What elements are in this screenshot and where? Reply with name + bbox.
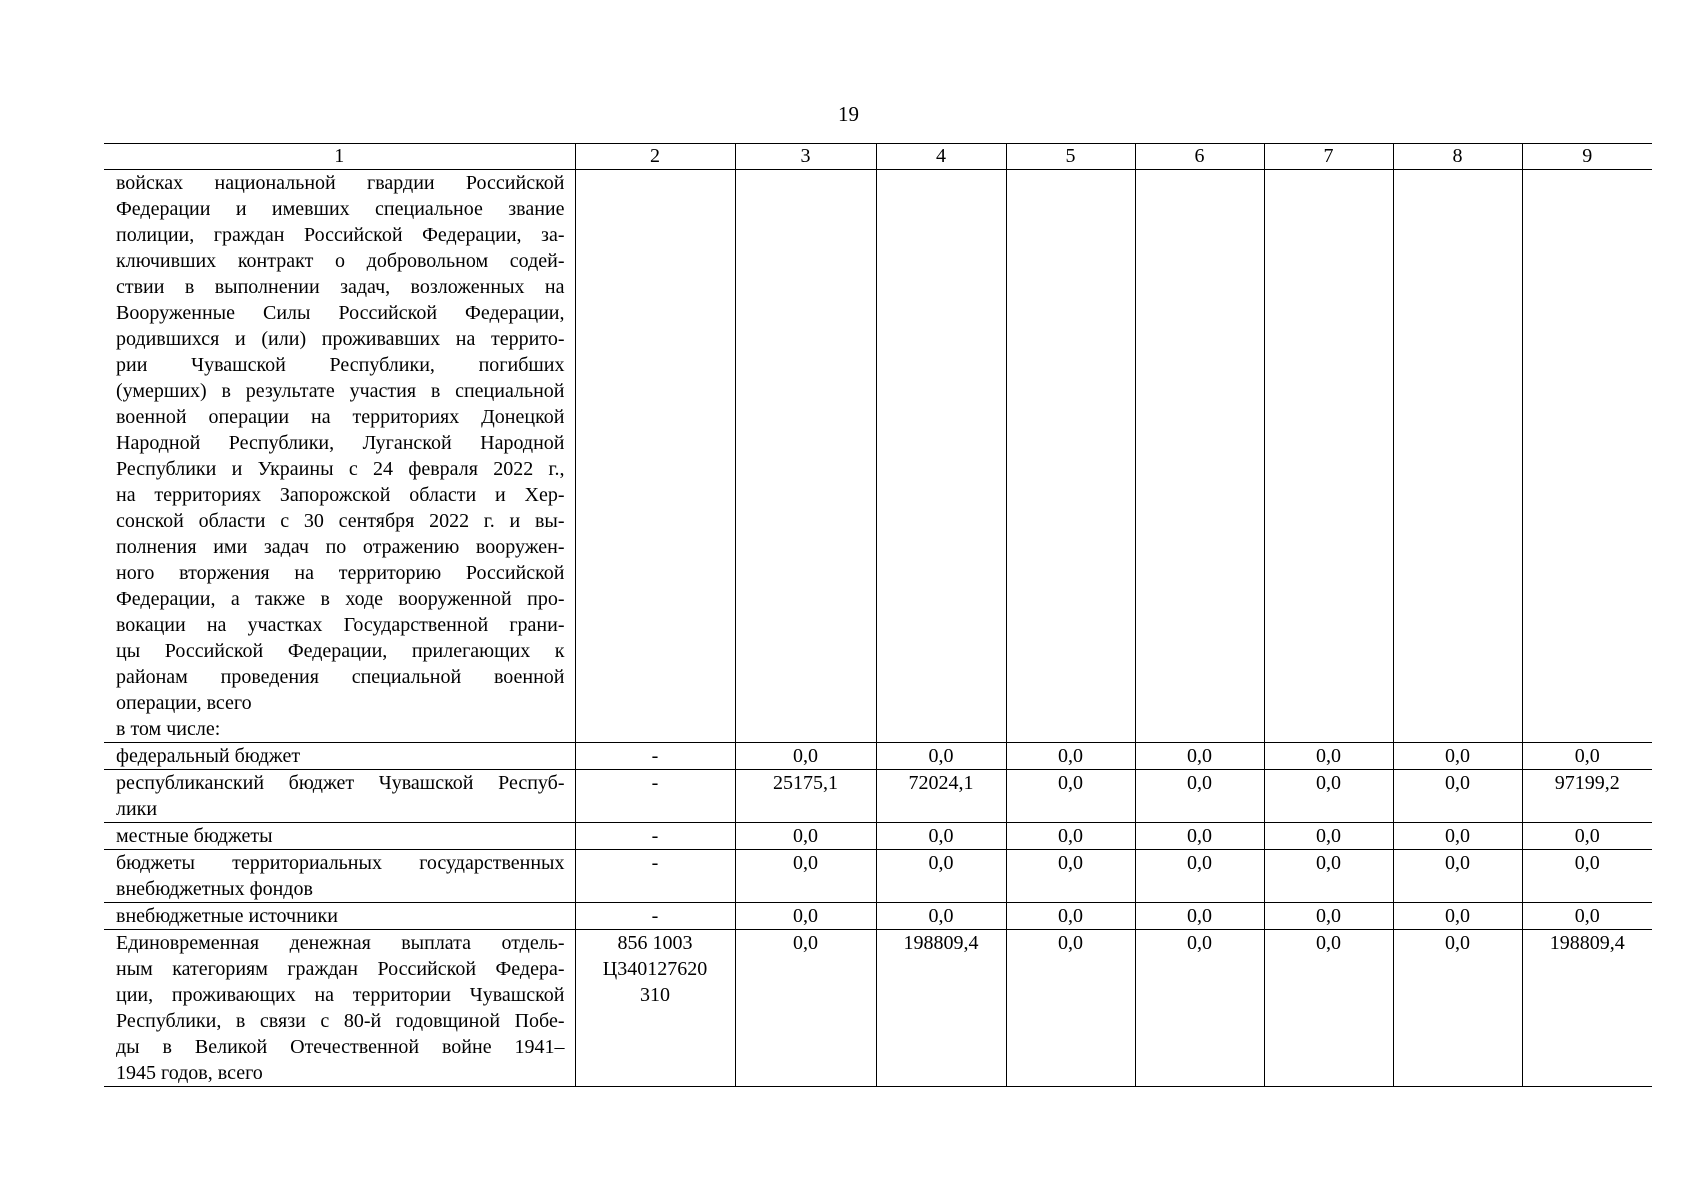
value-cell: 0,0 bbox=[1393, 930, 1522, 1087]
row-name-line: федеральный бюджет bbox=[116, 745, 301, 767]
budget-code bbox=[575, 903, 735, 930]
description-line: ключивших контракт о добровольном содей- bbox=[116, 250, 565, 272]
budget-code-line: - bbox=[651, 852, 659, 874]
budget-code bbox=[575, 930, 735, 1087]
intro-description bbox=[104, 170, 575, 743]
budget-code bbox=[575, 850, 735, 903]
row-name bbox=[104, 743, 575, 770]
column-header: 2 bbox=[575, 144, 735, 170]
value-cell: 0,0 bbox=[1393, 850, 1522, 903]
value-cell: 0,0 bbox=[1006, 930, 1135, 1087]
description-line: на территориях Запорожской области и Хер- bbox=[116, 484, 565, 506]
value-cell: 0,0 bbox=[1135, 850, 1264, 903]
column-header: 7 bbox=[1264, 144, 1393, 170]
value-cell: 0,0 bbox=[1006, 823, 1135, 850]
row-name-line: местные бюджеты bbox=[116, 825, 273, 847]
column-header: 1 bbox=[104, 144, 575, 170]
value-cell: 0,0 bbox=[1264, 903, 1393, 930]
value-cell: 198809,4 bbox=[1522, 930, 1652, 1087]
row-name bbox=[104, 930, 575, 1087]
description-line: Народной Республики, Луганской Народной bbox=[116, 432, 565, 454]
row-name bbox=[104, 823, 575, 850]
column-header: 5 bbox=[1006, 144, 1135, 170]
value-cell: 198809,4 bbox=[876, 930, 1006, 1087]
description-line: родившихся и (или) проживавших на террито- bbox=[116, 328, 565, 350]
value-cell: 0,0 bbox=[876, 850, 1006, 903]
value-cell: 0,0 bbox=[1264, 770, 1393, 823]
budget-code bbox=[575, 770, 735, 823]
value-cell: 0,0 bbox=[735, 823, 876, 850]
row-name-line: лики bbox=[116, 798, 158, 820]
column-header: 6 bbox=[1135, 144, 1264, 170]
row-name-line: ции, проживающих на территории Чувашской bbox=[116, 984, 565, 1006]
description-line: Вооруженные Силы Российской Федерации, bbox=[116, 302, 565, 324]
value-cell: 0,0 bbox=[1393, 903, 1522, 930]
row-name-line: ды в Великой Отечественной войне 1941– bbox=[116, 1036, 565, 1058]
description-line: районам проведения специальной военной bbox=[116, 666, 565, 688]
description-line: ствии в выполнении задач, возложенных на bbox=[116, 276, 565, 298]
value-cell: 72024,1 bbox=[876, 770, 1006, 823]
table-row bbox=[104, 903, 1652, 930]
column-header: 9 bbox=[1522, 144, 1652, 170]
value-cell: 0,0 bbox=[1522, 743, 1652, 770]
description-line: войсках национальной гвардии Российской bbox=[116, 172, 565, 194]
description-line: вокации на участках Государственной грани- bbox=[116, 614, 565, 636]
description-line: Федерации, а также в ходе вооруженной про- bbox=[116, 588, 565, 610]
value-cell: 0,0 bbox=[876, 903, 1006, 930]
table-row bbox=[104, 930, 1652, 1087]
empty-cell bbox=[1135, 170, 1264, 743]
value-cell: 0,0 bbox=[1135, 930, 1264, 1087]
column-header: 8 bbox=[1393, 144, 1522, 170]
value-cell: 0,0 bbox=[1006, 743, 1135, 770]
column-header: 3 bbox=[735, 144, 876, 170]
column-number-row bbox=[104, 144, 1652, 170]
budget-code-line: Ц340127620 bbox=[602, 958, 708, 980]
value-cell: 0,0 bbox=[735, 850, 876, 903]
row-name-line: ным категориям граждан Российской Федера- bbox=[116, 958, 565, 980]
value-cell: 0,0 bbox=[1006, 770, 1135, 823]
value-cell: 0,0 bbox=[1264, 743, 1393, 770]
row-name bbox=[104, 850, 575, 903]
row-name-line: Единовременная денежная выплата отдель- bbox=[116, 932, 565, 954]
value-cell: 0,0 bbox=[876, 823, 1006, 850]
description-line: Республики и Украины с 24 февраля 2022 г., bbox=[116, 458, 565, 480]
empty-cell bbox=[1522, 170, 1652, 743]
value-cell: 0,0 bbox=[1393, 823, 1522, 850]
row-name-line: бюджеты территориальных государственных bbox=[116, 852, 565, 874]
empty-cell bbox=[735, 170, 876, 743]
budget-code-line: - bbox=[651, 772, 659, 794]
table-row bbox=[104, 823, 1652, 850]
budget-code-line: 310 bbox=[640, 984, 670, 1006]
description-line: в том числе: bbox=[116, 718, 221, 740]
description-line: рии Чувашской Республики, погибших bbox=[116, 354, 565, 376]
row-name-line: внебюджетные источники bbox=[116, 905, 338, 927]
value-cell: 0,0 bbox=[735, 903, 876, 930]
value-cell: 0,0 bbox=[1135, 903, 1264, 930]
value-cell: 0,0 bbox=[1393, 770, 1522, 823]
row-name-line: 1945 годов, всего bbox=[116, 1062, 263, 1084]
table-row bbox=[104, 770, 1652, 823]
description-line: (умерших) в результате участия в специальной bbox=[116, 380, 565, 402]
empty-cell bbox=[1006, 170, 1135, 743]
empty-cell bbox=[1264, 170, 1393, 743]
value-cell: 0,0 bbox=[1135, 743, 1264, 770]
value-cell: 25175,1 bbox=[735, 770, 876, 823]
value-cell: 0,0 bbox=[735, 743, 876, 770]
budget-code bbox=[575, 823, 735, 850]
value-cell: 0,0 bbox=[735, 930, 876, 1087]
budget-table bbox=[104, 143, 1652, 1087]
value-cell: 0,0 bbox=[1522, 903, 1652, 930]
empty-cell bbox=[876, 170, 1006, 743]
description-line: военной операции на территориях Донецкой bbox=[116, 406, 565, 428]
value-cell: 0,0 bbox=[1135, 823, 1264, 850]
row-name bbox=[104, 770, 575, 823]
intro-row bbox=[104, 170, 1652, 743]
value-cell: 0,0 bbox=[1393, 743, 1522, 770]
empty-cell bbox=[1393, 170, 1522, 743]
description-line: сонской области с 30 сентября 2022 г. и вы- bbox=[116, 510, 565, 532]
value-cell: 0,0 bbox=[1264, 823, 1393, 850]
value-cell: 0,0 bbox=[1006, 903, 1135, 930]
table-row bbox=[104, 743, 1652, 770]
table-row bbox=[104, 850, 1652, 903]
description-line: цы Российской Федерации, прилегающих к bbox=[116, 640, 565, 662]
description-line: Федерации и имевших специальное звание bbox=[116, 198, 565, 220]
row-name-line: республиканский бюджет Чувашской Респуб- bbox=[116, 772, 565, 794]
description-line: полиции, граждан Российской Федерации, за- bbox=[116, 224, 565, 246]
value-cell: 97199,2 bbox=[1522, 770, 1652, 823]
budget-code-line: - bbox=[651, 825, 659, 847]
value-cell: 0,0 bbox=[1006, 850, 1135, 903]
description-line: ного вторжения на территорию Российской bbox=[116, 562, 565, 584]
budget-code bbox=[575, 743, 735, 770]
value-cell: 0,0 bbox=[1522, 850, 1652, 903]
budget-code-line: 856 1003 bbox=[617, 932, 693, 954]
value-cell: 0,0 bbox=[1522, 823, 1652, 850]
row-name bbox=[104, 903, 575, 930]
row-name-line: Республики, в связи с 80-й годовщиной Побе- bbox=[116, 1010, 565, 1032]
page-number: 19 bbox=[838, 102, 859, 126]
budget-code-line: - bbox=[651, 745, 659, 767]
column-header: 4 bbox=[876, 144, 1006, 170]
value-cell: 0,0 bbox=[876, 743, 1006, 770]
value-cell: 0,0 bbox=[1135, 770, 1264, 823]
description-line: операции, всего bbox=[116, 692, 252, 714]
value-cell: 0,0 bbox=[1264, 930, 1393, 1087]
budget-code-line: - bbox=[651, 905, 659, 927]
row-name-line: внебюджетных фондов bbox=[116, 878, 313, 900]
description-line: полнения ими задач по отражению вооружен- bbox=[116, 536, 565, 558]
value-cell: 0,0 bbox=[1264, 850, 1393, 903]
empty-cell bbox=[575, 170, 735, 743]
